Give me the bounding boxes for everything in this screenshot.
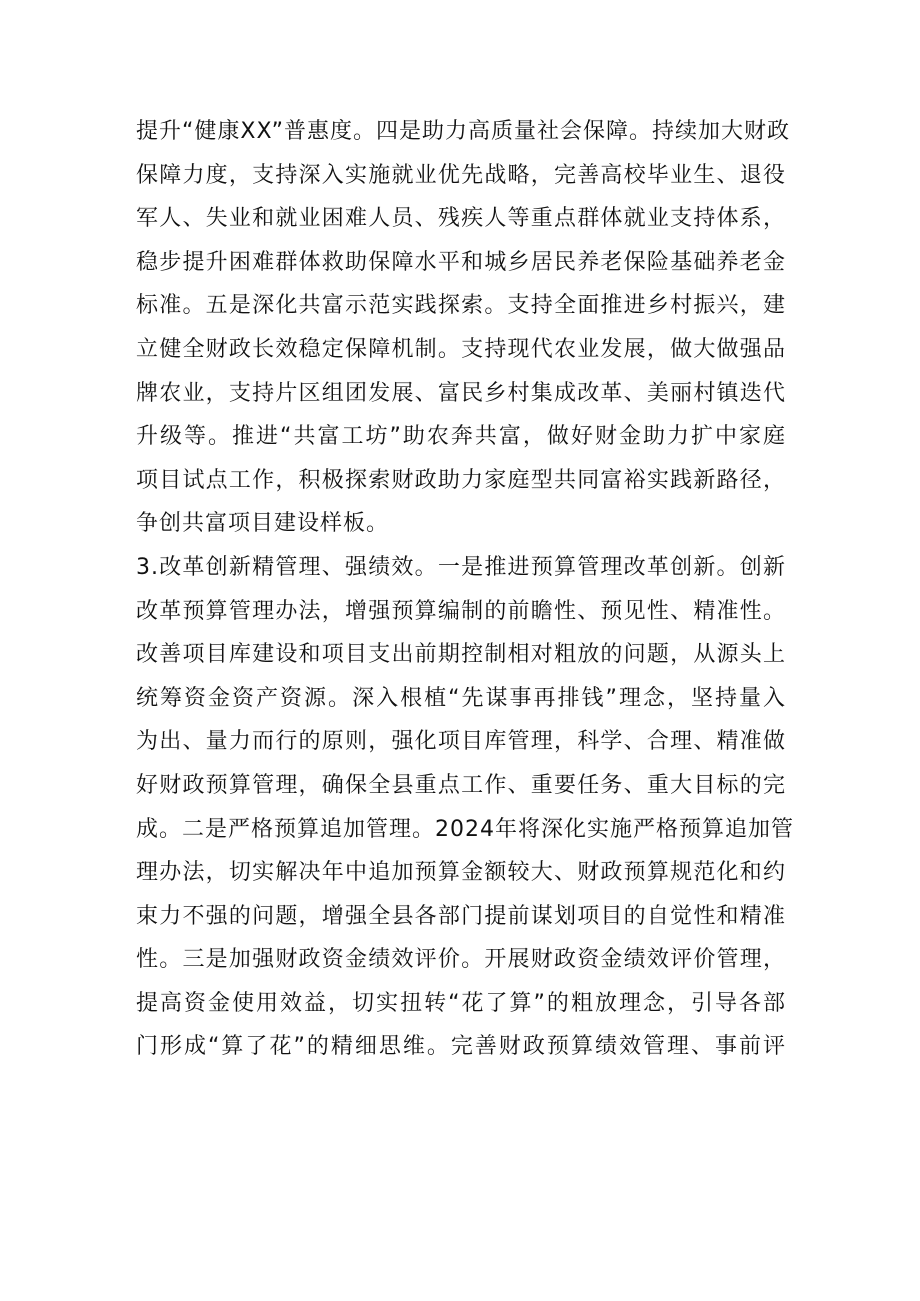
text-line-11: 3.改革创新精管理、强绩效。一是推进预算管理改革创新。创新 <box>136 554 786 580</box>
text-line-22: 门形成“算了花”的精细思维。完善财政预算绩效管理、事前评 <box>136 1034 786 1060</box>
text-line-14: 统筹资金资产资源。深入根植“先谋事再排钱”理念，坚持量入 <box>136 685 787 711</box>
text-line-18: 理办法，切实解决年中追加预算金额较大、财政预算规范化和约 <box>136 860 786 886</box>
text-line-5: 标准。五是深化共富示范实践探索。支持全面推进乡村振兴，建 <box>136 293 786 319</box>
text-line-10: 争创共富项目建设样板。 <box>136 511 390 537</box>
document-body <box>136 110 794 1069</box>
text-line-17: 成。二是严格预算追加管理。2024年将深化实施严格预算追加管 <box>136 816 794 842</box>
text-line-21: 提高资金使用效益，切实扭转“花了算”的粗放理念，引导各部 <box>136 990 786 1016</box>
text-line-1: 提升“健康XX”普惠度。四是助力高质量社会保障。持续加大财政 <box>136 119 791 144</box>
text-line-8: 升级等。推进“共富工坊”助农奔共富，做好财金助力扩中家庭 <box>136 424 786 450</box>
text-line-16: 好财政预算管理，确保全县重点工作、重要任务、重大目标的完 <box>136 772 786 798</box>
text-line-9: 项目试点工作，积极探索财政助力家庭型共同富裕实践新路径， <box>136 467 786 493</box>
text-line-4: 稳步提升困难群体救助保障水平和城乡居民养老保险基础养老金 <box>136 249 786 275</box>
text-line-6: 立健全财政长效稳定保障机制。支持现代农业发展，做大做强品 <box>136 336 786 362</box>
text-line-7: 牌农业，支持片区组团发展、富民乡村集成改革、美丽村镇迭代 <box>136 380 786 406</box>
text-line-12: 改革预算管理办法，增强预算编制的前瞻性、预见性、精准性。 <box>136 598 786 624</box>
text-line-2: 保障力度，支持深入实施就业优先战略，完善高校毕业生、退役 <box>136 162 786 188</box>
text-line-19: 束力不强的问题，增强全县各部门提前谋划项目的自觉性和精准 <box>136 903 786 929</box>
text-line-3: 军人、失业和就业困难人员、残疾人等重点群体就业支持体系， <box>136 206 786 232</box>
text-line-15: 为出、量力而行的原则，强化项目库管理，科学、合理、精准做 <box>136 729 786 755</box>
text-line-13: 改善项目库建设和项目支出前期控制相对粗放的问题，从源头上 <box>136 642 786 668</box>
text-line-20: 性。三是加强财政资金绩效评价。开展财政资金绩效评价管理， <box>136 947 786 973</box>
